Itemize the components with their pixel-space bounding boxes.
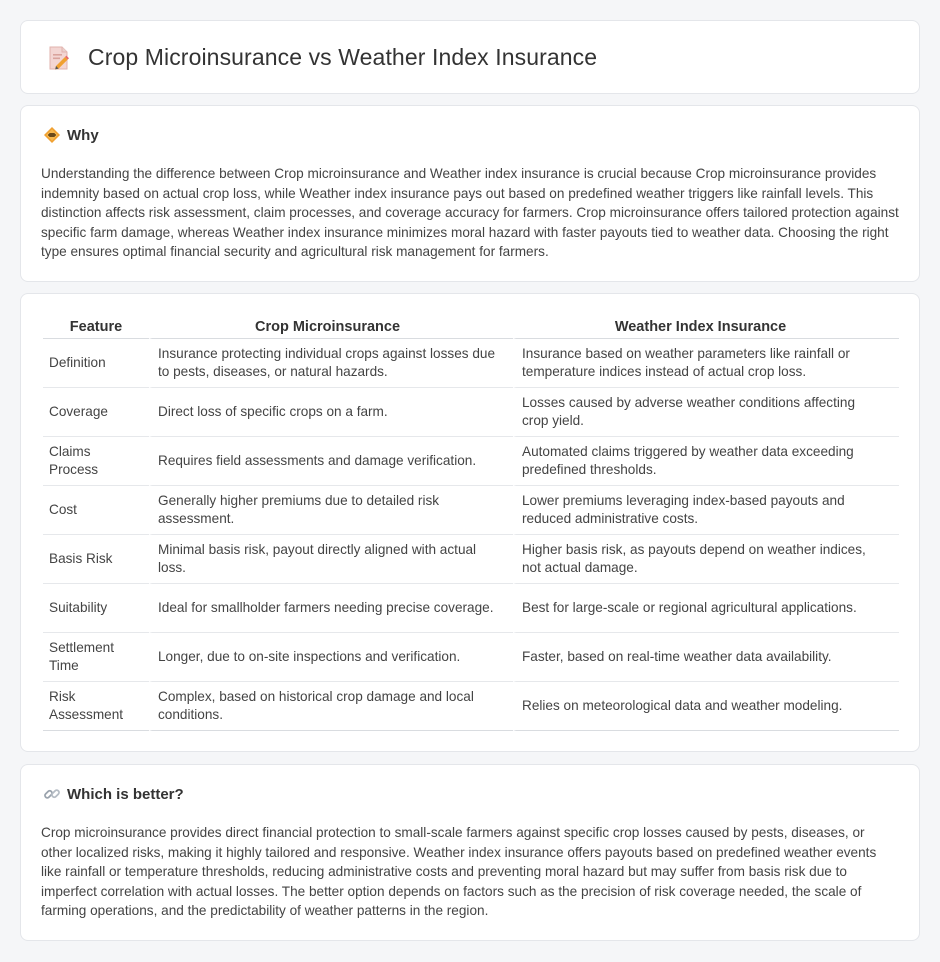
weather-cell: Relies on meteorological data and weather modeling. bbox=[513, 682, 899, 731]
feature-cell: Claims Process bbox=[43, 437, 149, 486]
table-row bbox=[43, 633, 899, 682]
weather-cell: Losses caused by adverse weather conditions affecting crop yield. bbox=[513, 388, 899, 437]
document-edit-icon bbox=[47, 45, 71, 71]
feature-cell: Coverage bbox=[43, 388, 149, 437]
weather-cell: Faster, based on real-time weather data availability. bbox=[513, 633, 899, 682]
why-heading: Why bbox=[67, 126, 99, 144]
feature-cell: Basis Risk bbox=[43, 535, 149, 584]
header-feature: Feature bbox=[43, 316, 149, 339]
weather-cell: Best for large-scale or regional agricultural applications. bbox=[513, 584, 899, 633]
comparison-table bbox=[43, 316, 899, 731]
crop-cell: Generally higher premiums due to detailed risk assessment. bbox=[149, 486, 513, 535]
feature-cell: Risk Assessment bbox=[43, 682, 149, 731]
title-card bbox=[20, 20, 920, 94]
header-weather-index-insurance: Weather Index Insurance bbox=[513, 316, 899, 339]
why-card bbox=[20, 105, 920, 282]
crop-cell: Insurance protecting individual crops against losses due to pests, diseases, or natural hazards. bbox=[149, 339, 513, 388]
feature-cell: Cost bbox=[43, 486, 149, 535]
crop-cell: Direct loss of specific crops on a farm. bbox=[149, 388, 513, 437]
table-row bbox=[43, 437, 899, 486]
weather-cell: Higher basis risk, as payouts depend on weather indices, not actual damage. bbox=[513, 535, 899, 584]
title-row bbox=[47, 44, 597, 71]
feature-cell: Settlement Time bbox=[43, 633, 149, 682]
crop-cell: Ideal for smallholder farmers needing precise coverage. bbox=[149, 584, 513, 633]
better-heading: Which is better? bbox=[67, 785, 184, 803]
why-text: Understanding the difference between Crop microinsurance and Weather index insurance is crucial because Crop microinsurance provides indemnity based on actual crop loss, while Weather index insurance pays out based on predefined weather triggers like rainfall levels. This distinction affects risk assessment, claim processes, and coverage accuracy for farmers. Crop microinsurance offers tailored protection against specific farm damage, whereas Weather index insurance minimizes moral hazard with faster payouts tied to weather data. Choosing the right type ensures optimal financial security and agricultural risk management for farmers. bbox=[41, 166, 899, 260]
crop-cell: Longer, due to on-site inspections and verification. bbox=[149, 633, 513, 682]
page-title: Crop Microinsurance vs Weather Index Insurance bbox=[88, 44, 598, 70]
better-text: Crop microinsurance provides direct financial protection to small-scale farmers against specific crop losses caused by pests, diseases, or other localized risks, making it highly tailored and responsive. Weather index insurance offers payouts based on predefined weather events like rainfall or temperature thresholds, reducing administrative costs and preventing moral hazard but may suffer from basis risk due to imperfect correlation with actual losses. The better option depends on factors such as the precision of risk coverage needed, the scale of farming operations, and the predictability of weather patterns in the region. bbox=[41, 825, 877, 919]
better-card bbox=[20, 764, 920, 941]
better-heading-row bbox=[43, 785, 184, 803]
diamond-warning-icon bbox=[43, 126, 61, 144]
weather-cell: Insurance based on weather parameters like rainfall or temperature indices instead of actual crop loss. bbox=[513, 339, 899, 388]
table-row bbox=[43, 535, 899, 584]
feature-cell: Definition bbox=[43, 339, 149, 388]
why-heading-row bbox=[43, 126, 99, 144]
table-row bbox=[43, 486, 899, 535]
link-icon bbox=[43, 785, 61, 803]
comparison-card bbox=[20, 293, 920, 752]
table-row bbox=[43, 682, 899, 731]
table-header-row bbox=[43, 316, 899, 339]
crop-cell: Complex, based on historical crop damage and local conditions. bbox=[149, 682, 513, 731]
header-crop-microinsurance: Crop Microinsurance bbox=[149, 316, 513, 339]
crop-cell: Requires field assessments and damage verification. bbox=[149, 437, 513, 486]
weather-cell: Lower premiums leveraging index-based payouts and reduced administrative costs. bbox=[513, 486, 899, 535]
table-row bbox=[43, 584, 899, 633]
feature-cell: Suitability bbox=[43, 584, 149, 633]
table-row bbox=[43, 339, 899, 388]
weather-cell: Automated claims triggered by weather data exceeding predefined thresholds. bbox=[513, 437, 899, 486]
table-row bbox=[43, 388, 899, 437]
crop-cell: Minimal basis risk, payout directly aligned with actual loss. bbox=[149, 535, 513, 584]
